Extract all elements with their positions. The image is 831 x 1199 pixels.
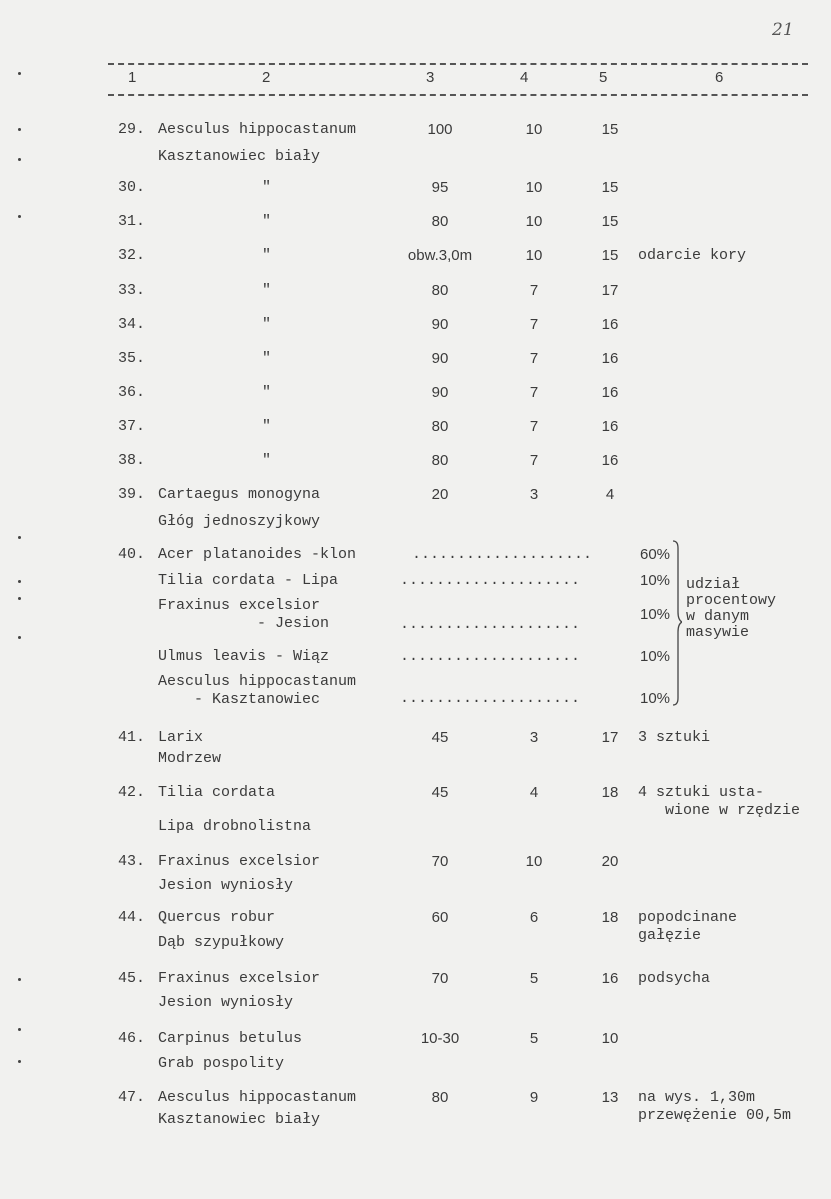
species-common-name: Kasztanowiec biały [158,148,321,165]
height-value: 10 [525,179,543,196]
species-name: " [262,384,272,401]
percent-share: 10% [640,606,671,623]
diameter-value: 20 [431,486,449,503]
height-value: 7 [529,384,539,401]
header-top-rule [108,63,808,65]
species-name: Aesculus hippocastanum - Kasztanowiec [158,673,357,708]
species-common-name: Grab pospolity [158,1055,285,1072]
height-value: 7 [529,350,539,367]
remarks: odarcie kory [638,247,747,264]
crown-value: 15 [601,121,619,138]
margin-mark [18,978,21,981]
row-number: 45. [118,970,146,987]
margin-mark [18,1028,21,1031]
leader-dots: .................... [400,690,581,707]
crown-value: 17 [601,282,619,299]
row-number: 33. [118,282,146,299]
species-name: Ulmus leavis - Wiąz [158,648,330,665]
row-number: 29. [118,121,146,138]
diameter-value: 45 [431,729,449,746]
leader-dots: .................... [400,616,581,633]
margin-mark [18,597,21,600]
leader-dots: .................... [400,648,581,665]
species-name: " [262,350,272,367]
diameter-value: 90 [431,384,449,401]
crown-value: 17 [601,729,619,746]
species-name: Larix [158,729,204,746]
species-name: " [262,179,272,196]
height-value: 10 [525,247,543,264]
species-name: " [262,452,272,469]
diameter-value: 95 [431,179,449,196]
crown-value: 16 [601,350,619,367]
margin-mark [18,636,21,639]
diameter-value: 90 [431,350,449,367]
height-value: 3 [529,486,539,503]
row-number: 46. [118,1030,146,1047]
percent-share: 10% [640,648,671,665]
crown-value: 4 [605,486,615,503]
header-col-4: 4 [520,69,529,86]
row-number: 41. [118,729,146,746]
height-value: 10 [525,853,543,870]
row-number: 36. [118,384,146,401]
diameter-value: 45 [431,784,449,801]
height-value: 5 [529,1030,539,1047]
height-value: 7 [529,452,539,469]
species-name: Aesculus hippocastanum [158,1089,357,1106]
species-name: Tilia cordata - Lipa [158,572,339,589]
height-value: 10 [525,213,543,230]
remarks: podsycha [638,970,711,987]
diameter-value: 80 [431,418,449,435]
percent-share: 10% [640,572,671,589]
row-number: 35. [118,350,146,367]
diameter-value: 10-30 [420,1030,460,1047]
diameter-value: 70 [431,970,449,987]
diameter-value: obw.3,0m [407,247,473,264]
share-note: udział procentowy w danym masywie [686,576,777,641]
crown-value: 15 [601,247,619,264]
species-name: " [262,247,272,264]
diameter-value: 80 [431,282,449,299]
row-number: 44. [118,909,146,926]
row-number: 43. [118,853,146,870]
remarks: na wys. 1,30m przewężenie 00,5m [638,1089,792,1124]
height-value: 3 [529,729,539,746]
height-value: 7 [529,316,539,333]
height-value: 7 [529,282,539,299]
species-name: Quercus robur [158,909,276,926]
crown-value: 16 [601,384,619,401]
height-value: 10 [525,121,543,138]
leader-dots: .................... [412,546,593,563]
percent-share: 10% [640,690,671,707]
row-number: 38. [118,452,146,469]
row-number: 37. [118,418,146,435]
margin-mark [18,158,21,161]
remarks: 3 sztuki [638,729,711,746]
species-name: Fraxinus excelsior [158,970,321,987]
page-number: 21 [772,20,794,40]
row-number: 31. [118,213,146,230]
row-number: 30. [118,179,146,196]
diameter-value: 70 [431,853,449,870]
margin-mark [18,580,21,583]
diameter-value: 80 [431,452,449,469]
crown-value: 16 [601,316,619,333]
species-common-name: Lipa drobnolistna [158,818,312,835]
species-name: Cartaegus monogyna [158,486,321,503]
height-value: 6 [529,909,539,926]
height-value: 9 [529,1089,539,1106]
remarks: popodcinane gałęzie [638,909,738,944]
height-value: 7 [529,418,539,435]
header-col-1: 1 [128,69,137,86]
row-number: 47. [118,1089,146,1106]
species-common-name: Jesion wyniosły [158,994,294,1011]
row-number: 34. [118,316,146,333]
curly-brace [672,540,682,706]
species-name: " [262,418,272,435]
species-name: Carpinus betulus [158,1030,303,1047]
crown-value: 18 [601,784,619,801]
species-common-name: Jesion wyniosły [158,877,294,894]
leader-dots: .................... [400,572,581,589]
height-value: 4 [529,784,539,801]
margin-mark [18,128,21,131]
row-number: 39. [118,486,146,503]
species-name: " [262,316,272,333]
diameter-value: 80 [431,213,449,230]
diameter-value: 60 [431,909,449,926]
header-bottom-rule [108,94,808,96]
row-number: 40. [118,546,146,563]
species-name: " [262,213,272,230]
diameter-value: 90 [431,316,449,333]
species-common-name: Modrzew [158,750,222,767]
species-name: Tilia cordata [158,784,276,801]
header-col-2: 2 [262,69,271,86]
species-name: Fraxinus excelsior [158,853,321,870]
species-common-name: Głóg jednoszyjkowy [158,513,321,530]
crown-value: 10 [601,1030,619,1047]
margin-mark [18,1060,21,1063]
crown-value: 16 [601,452,619,469]
species-name: Fraxinus excelsior - Jesion [158,597,330,632]
crown-value: 15 [601,213,619,230]
crown-value: 15 [601,179,619,196]
header-col-5: 5 [599,69,608,86]
species-name: Acer platanoides -klon [158,546,357,563]
row-number: 42. [118,784,146,801]
percent-share: 60% [640,546,671,563]
crown-value: 16 [601,418,619,435]
header-col-6: 6 [715,69,724,86]
species-common-name: Dąb szypułkowy [158,934,285,951]
margin-mark [18,72,21,75]
crown-value: 18 [601,909,619,926]
diameter-value: 80 [431,1089,449,1106]
species-name: " [262,282,272,299]
species-common-name: Kasztanowiec biały [158,1111,321,1128]
row-number: 32. [118,247,146,264]
species-name: Aesculus hippocastanum [158,121,357,138]
margin-mark [18,215,21,218]
header-col-3: 3 [426,69,435,86]
height-value: 5 [529,970,539,987]
margin-mark [18,536,21,539]
crown-value: 20 [601,853,619,870]
crown-value: 13 [601,1089,619,1106]
crown-value: 16 [601,970,619,987]
remarks: 4 sztuki usta- wione w rzędzie [638,784,801,819]
diameter-value: 100 [427,121,453,138]
